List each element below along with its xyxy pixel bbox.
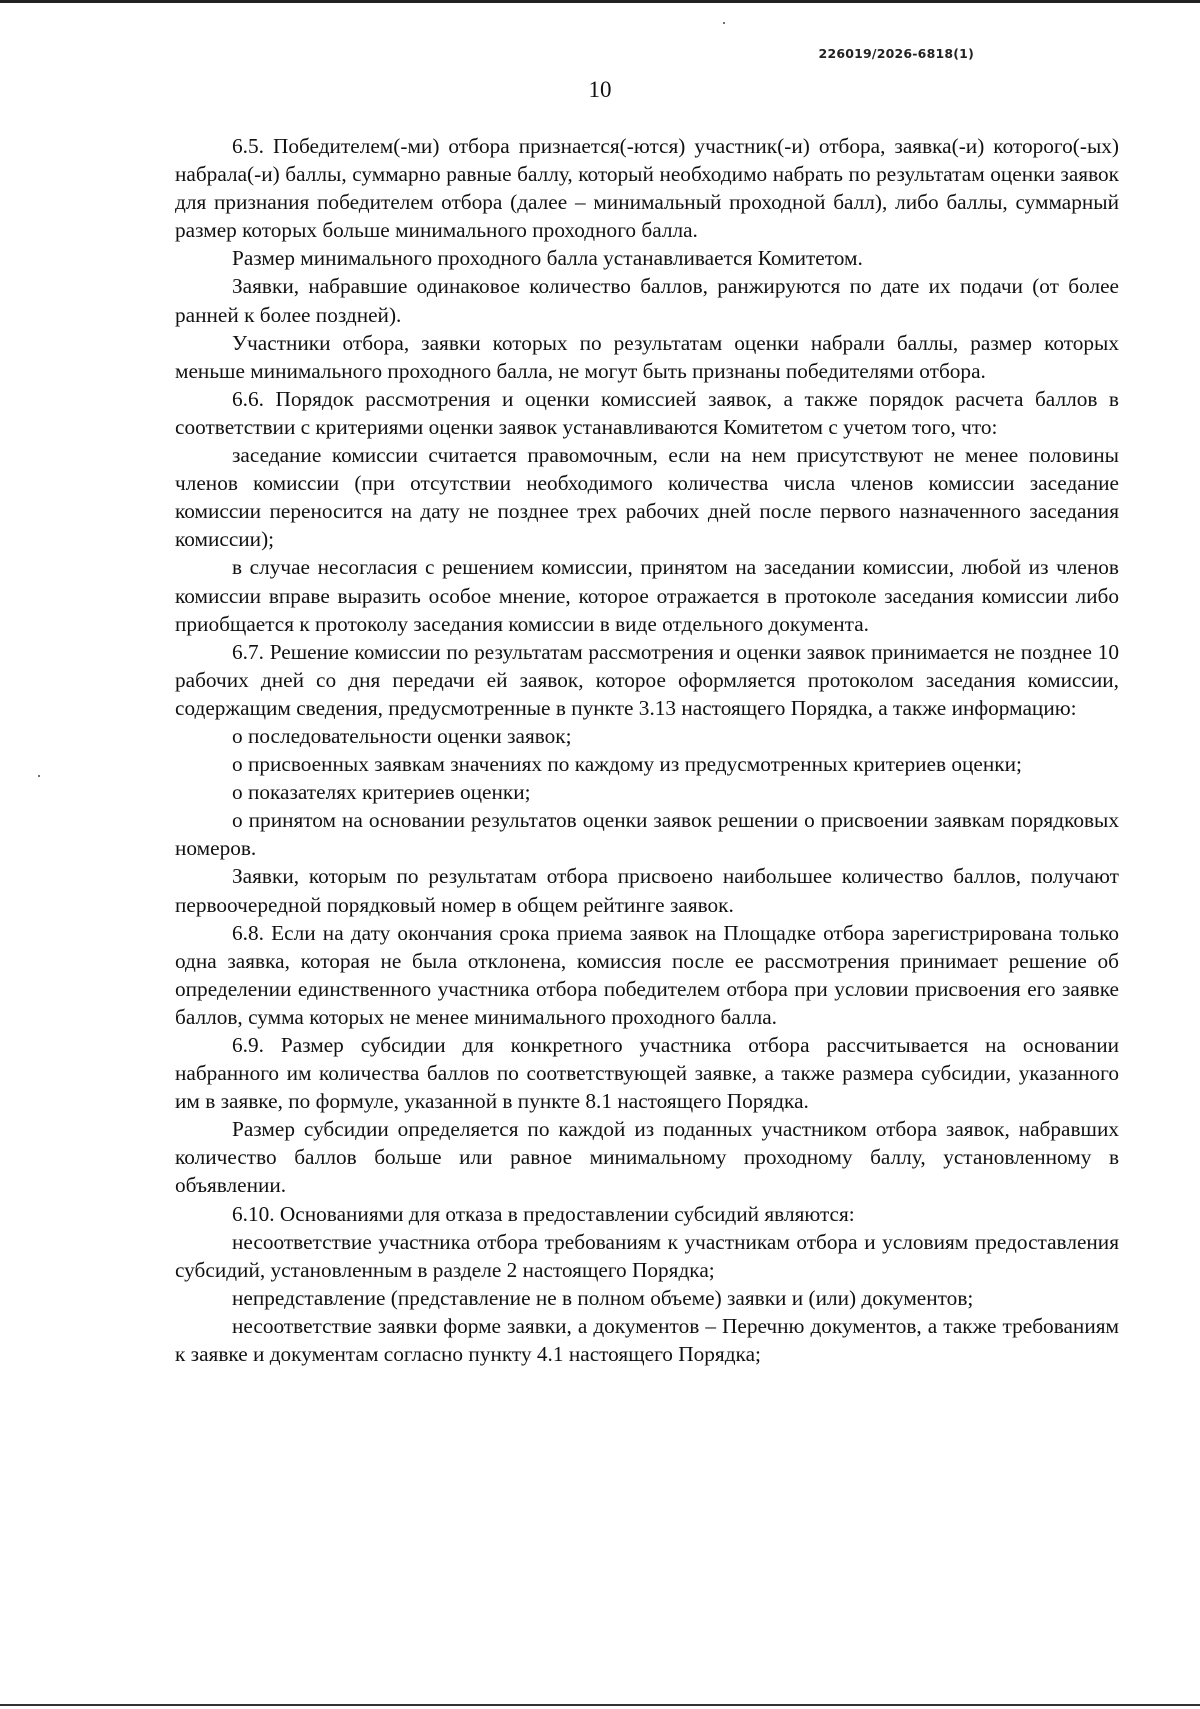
paragraph-rating: Заявки, которым по результатам отбора присвоено наибольшее количество баллов, получают первоочередной порядковый номер в общем рейтинге заявок. bbox=[175, 864, 1119, 917]
paragraph-6-10: 6.10. Основаниями для отказа в предоставлении субсидий являются: bbox=[232, 1201, 855, 1226]
paragraph-6-7: 6.7. Решение комиссии по результатам рассмотрения и оценки заявок принимается не позднее 10 рабочих дней со дня передачи ей заявок, которое оформляется протоколом заседания комиссии, содержащим сведения, предусмотренные в пункте 3.13 настоящего Порядка, а также информацию: bbox=[175, 639, 1119, 720]
paragraph-list-item: о показателях критериев оценки; bbox=[232, 780, 531, 805]
paragraph-list-item: о принятом на основании результатов оценки заявок решении о присвоении заявкам порядковых номеров. bbox=[175, 808, 1119, 861]
paragraph-ranking: Заявки, набравшие одинаковое количество баллов, ранжируются по дате их подачи (от более ранней к более поздней). bbox=[175, 274, 1119, 327]
paragraph-quorum: заседание комиссии считается правомочным, если на нем присутствуют не менее половины членов комиссии (при отсутствии необходимого количества числа членов комиссии заседание комиссии переносится на дату не позднее трех рабочих дней после первого назначенного заседания комиссии); bbox=[175, 443, 1119, 552]
page-number: 10 bbox=[588, 77, 612, 102]
scan-bottom-edge bbox=[0, 1704, 1200, 1706]
scan-speck bbox=[723, 22, 725, 24]
paragraph-refusal-reason: несоответствие заявки форме заявки, а документов – Перечню документов, а также требованиям к заявке и документам согласно пункту 4.1 настоящего Порядка; bbox=[175, 1313, 1119, 1367]
paragraph-list-item: о последовательности оценки заявок; bbox=[232, 723, 572, 748]
paragraph-6-5: 6.5. Победителем(-ми) отбора признается(-ются) участник(-и) отбора, заявка(-и) которого(-ых) набрала(-и) баллы, суммарно равные баллу, который необходимо набрать по результатам оценки заявок для признания победителем отбора (далее – минимальный проходной балл), либо баллы, суммарный размер которых больше минимального проходного балла. bbox=[175, 134, 1119, 243]
document-number: 226019/2026-6818(1) bbox=[818, 46, 974, 61]
scan-top-edge bbox=[0, 0, 1200, 3]
paragraph-6-9: 6.9. Размер субсидии для конкретного участника отбора рассчитывается на основании набранного им количества баллов по соответствующей заявке, а также размера субсидии, указанного им в заявке, по формуле, указанной в пункте 8.1 настоящего Порядка. bbox=[175, 1033, 1119, 1114]
paragraph-min-score: Размер минимального проходного балла устанавливается Комитетом. bbox=[232, 246, 863, 271]
scan-speck bbox=[38, 775, 40, 777]
paragraph-dissent: в случае несогласия с решением комиссии, принятом на заседании комиссии, любой из членов комиссии вправе выразить особое мнение, которое отражается в протоколе заседания комиссии либо приобщается к протоколу заседания комиссии в виде отдельного документа. bbox=[175, 555, 1119, 636]
paragraph-list-item: о присвоенных заявкам значениях по каждому из предусмотренных критериев оценки; bbox=[232, 752, 1022, 777]
paragraph-6-6: 6.6. Порядок рассмотрения и оценки комиссией заявок, а также порядок расчета баллов в соответствии с критериями оценки заявок устанавливаются Комитетом с учетом того, что: bbox=[175, 386, 1119, 439]
paragraph-6-8: 6.8. Если на дату окончания срока приема заявок на Площадке отбора зарегистрирована только одна заявка, которая не была отклонена, комиссия после ее рассмотрения принимает решение об определении единственного участника отбора победителем отбора при условии присвоения его заявке баллов, сумма которых не менее минимального проходного балла. bbox=[175, 920, 1119, 1029]
document-body bbox=[175, 132, 1119, 1368]
paragraph-subsidy-size: Размер субсидии определяется по каждой из поданных участником отбора заявок, набравших количество баллов больше или равное минимальному проходному баллу, установленному в объявлении. bbox=[175, 1117, 1119, 1198]
paragraph-refusal-reason: непредставление (представление не в полном объеме) заявки и (или) документов; bbox=[232, 1285, 974, 1310]
paragraph-refusal-reason: несоответствие участника отбора требованиям к участникам отбора и условиям предоставления субсидий, установленным в разделе 2 настоящего Порядка; bbox=[175, 1229, 1119, 1282]
paragraph-below-min: Участники отбора, заявки которых по результатам оценки набрали баллы, размер которых меньше минимального проходного балла, не могут быть признаны победителями отбора. bbox=[175, 330, 1119, 383]
